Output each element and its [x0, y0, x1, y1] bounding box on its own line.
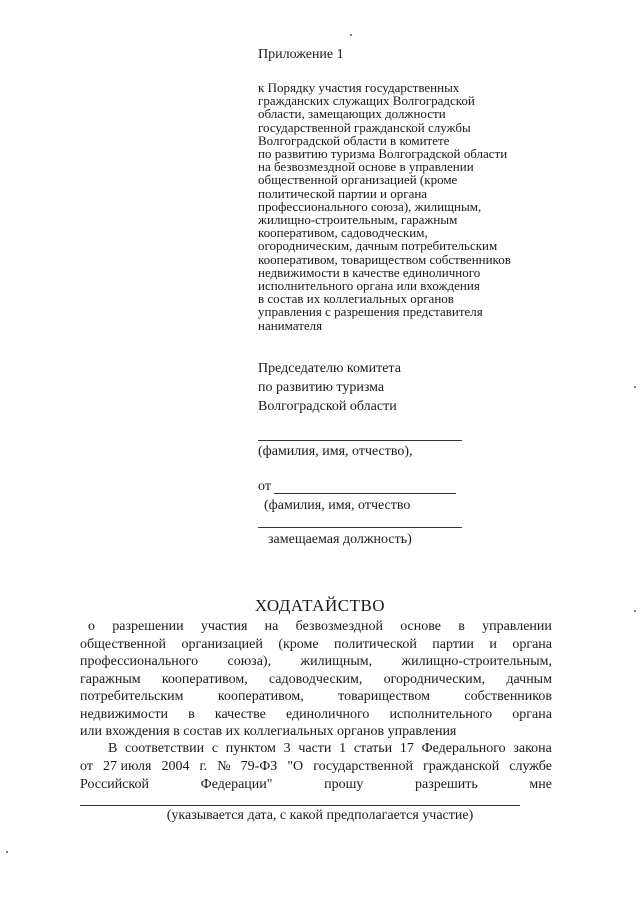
word: садоводческим,	[268, 671, 363, 687]
subject-line	[80, 706, 552, 724]
date-caption: (указывается дата, с какой предполагается участие)	[166, 808, 474, 823]
appendix-line: недвижимости в качестве единоличного	[258, 264, 481, 280]
subject-line	[80, 653, 552, 671]
appendix-line: общественной организацией (кроме	[258, 172, 458, 188]
word: качестве	[214, 706, 266, 722]
word: собственников	[464, 689, 552, 704]
appendix-line: жилищно-строительным, гаражным	[258, 212, 458, 228]
appendix-line: кооперативом, садоводческим,	[258, 225, 428, 241]
word: части	[298, 741, 332, 756]
word: участия	[200, 619, 248, 634]
petition-body	[80, 740, 552, 794]
appendix-line: исполнительного органа или вхождения	[258, 278, 480, 294]
word: недвижимости	[80, 706, 168, 722]
appendix-line: области, замещающих должности	[258, 106, 446, 122]
word: организацией	[181, 636, 263, 652]
word: г.	[199, 759, 208, 774]
appendix-title: Приложение 1	[258, 47, 344, 62]
appendix-line: профессионального союза), жилищным,	[258, 198, 482, 214]
position-blank-line	[258, 527, 462, 528]
scan-speck	[350, 34, 352, 36]
body-line	[80, 740, 552, 758]
word: органа	[512, 706, 552, 722]
appendix-line: политической партии и органа	[258, 185, 428, 201]
word: 1	[339, 741, 347, 756]
word: закона	[513, 741, 552, 756]
word: в	[458, 619, 465, 634]
word: на	[264, 619, 279, 634]
word: безвозмездной	[295, 619, 383, 634]
word: от	[80, 759, 93, 774]
appendix-line: кооперативом, товариществом собственников	[258, 251, 511, 267]
from-blank-line	[274, 493, 456, 494]
subject-line	[80, 618, 552, 636]
word: исполнительного	[389, 706, 493, 722]
word: жилищным,	[300, 654, 373, 669]
word: союза),	[227, 654, 272, 669]
addressee-block	[258, 359, 401, 416]
scan-speck	[6, 851, 8, 853]
word: пунктом	[225, 741, 276, 756]
scan-speck	[634, 386, 636, 388]
position-caption: замещаемая должность)	[268, 532, 412, 547]
word: государственной	[313, 759, 413, 774]
appendix-line: управления с разрешения представителя	[258, 304, 483, 320]
scan-speck	[634, 610, 636, 612]
word: 79-ФЗ	[240, 759, 278, 774]
word: товариществом	[338, 689, 431, 704]
word: разрешить	[415, 777, 478, 792]
word: единоличного	[286, 706, 370, 722]
word: политической	[334, 636, 417, 652]
addressee-line: по развитию туризма	[258, 380, 385, 395]
word: 27 июля	[102, 759, 152, 774]
from-caption: (фамилия, имя, отчество	[264, 498, 411, 513]
appendix-line: Волгоградской области в комитете	[258, 132, 450, 148]
appendix-line: в состав их коллегиальных органов	[258, 291, 454, 307]
word: службе	[509, 759, 552, 774]
word: 2004	[161, 759, 190, 774]
word: гражданской	[422, 759, 500, 774]
word: 3	[283, 741, 291, 756]
body-line	[80, 758, 552, 776]
word: огородническим,	[383, 671, 486, 687]
word: или вхождения в состав их коллегиальных органов управления	[80, 724, 457, 739]
subject-line	[80, 636, 552, 654]
fio-blank-line	[258, 440, 462, 441]
word: о	[88, 619, 95, 634]
word: управлении	[482, 619, 552, 634]
word: основе	[400, 619, 441, 634]
appendix-line: по развитию туризма Волгоградской области	[258, 146, 508, 162]
appendix-line: огородническим, дачным потребительским	[258, 238, 498, 254]
word: дачным	[506, 671, 552, 687]
word: партии	[432, 636, 474, 652]
word: потребительским	[80, 689, 184, 704]
word: гаражным	[80, 671, 141, 687]
appendix-line: нанимателя	[258, 317, 323, 333]
appendix-line: на безвозмездной основе в управлении	[258, 159, 474, 175]
word: мне	[529, 777, 552, 792]
word: жилищно-строительным,	[401, 654, 552, 669]
word: органа	[512, 636, 552, 652]
addressee-line: Волгоградской области	[258, 399, 397, 414]
petition-subject	[80, 618, 552, 741]
word: кооперативом,	[161, 671, 248, 687]
appendix-line: государственной гражданской службы	[258, 119, 471, 135]
appendix-line: к Порядку участия государственных	[258, 80, 460, 95]
fio-caption: (фамилия, имя, отчество),	[258, 444, 413, 459]
word: "О	[287, 759, 304, 774]
petition-title: ХОДАТАЙСТВО	[254, 596, 386, 615]
body-line	[80, 776, 552, 794]
word: в	[188, 706, 195, 722]
word: профессионального	[80, 654, 199, 669]
word: (кроме	[278, 636, 319, 652]
word: и	[489, 636, 497, 652]
word: соответствии	[125, 741, 205, 756]
word: прошу	[324, 777, 364, 792]
subject-line	[80, 688, 552, 706]
word: Российской	[80, 777, 149, 792]
subject-line	[80, 671, 552, 689]
word: Федерального	[421, 741, 506, 756]
word: с	[211, 741, 219, 756]
appendix-reference-block	[258, 81, 511, 332]
appendix-line: гражданских служащих Волгоградской	[258, 93, 475, 109]
word: Федерации"	[200, 777, 273, 792]
word: 17	[399, 741, 414, 756]
subject-line	[80, 723, 552, 741]
word: разрешении	[112, 619, 184, 634]
word: статьи	[353, 741, 393, 756]
word: №	[217, 759, 231, 774]
from-label: от	[258, 479, 271, 494]
date-blank-line	[80, 805, 520, 806]
word: В	[108, 741, 118, 756]
word: общественной	[80, 636, 167, 652]
word: кооперативом,	[217, 689, 304, 704]
addressee-line: Председателю комитета	[258, 361, 401, 376]
